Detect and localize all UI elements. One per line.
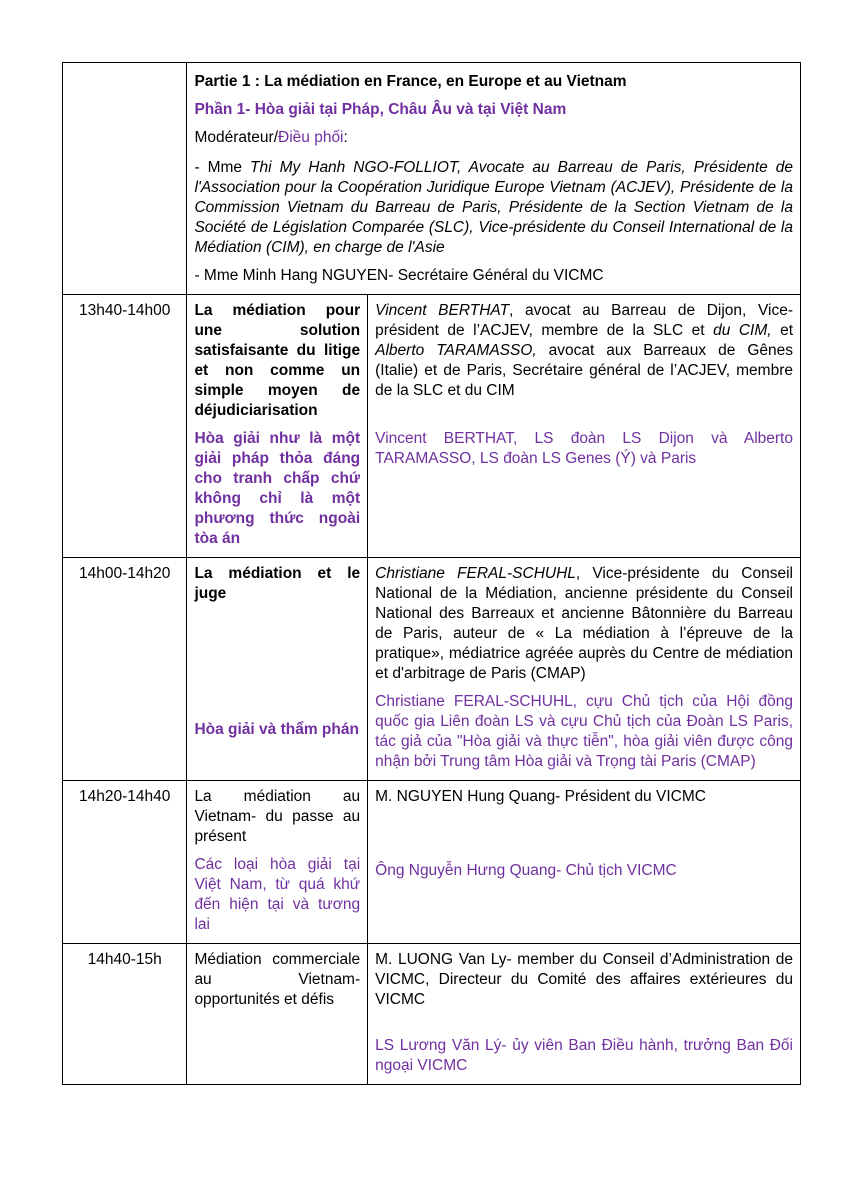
session-topic-vn: Hòa giải và thẩm phán — [194, 721, 359, 738]
session-topic-fr: Médiation commerciale au Vietnam- opportunités et défis — [194, 951, 361, 1008]
speaker-role: , avocat au Barreau de Dijon, Vice-président de l’ACJEV, membre de la SLC et — [375, 302, 793, 339]
moderator-2: - Mme Minh Hang NGUYEN- Secrétaire Général du VICMC — [194, 267, 604, 284]
part-header-cell — [187, 63, 801, 295]
session-speaker-cell — [368, 295, 801, 558]
session-topic-vn: Hòa giải như là một giải pháp thỏa đáng cho tranh chấp chứ không chỉ là một phương thức ngoài tòa án — [194, 430, 361, 547]
agenda-page — [62, 62, 801, 1085]
session-speaker-vn: Ông Nguyễn Hưng Quang- Chủ tịch VICMC — [375, 862, 677, 879]
session-time: 14h20-14h40 — [63, 781, 187, 944]
session-topic-cell — [187, 558, 368, 781]
table-row — [63, 558, 801, 781]
session-speaker-vn: Vincent BERTHAT, LS đoàn LS Dijon và Alberto TARAMASSO, LS đoàn LS Genes (Ý) và Paris — [375, 430, 793, 467]
session-topic-cell — [187, 944, 368, 1085]
session-speaker-vn: Christiane FERAL-SCHUHL, cựu Chủ tịch của Hội đồng quốc gia Liên đoàn LS và cựu Chủ tịch của Đoàn LS Paris, tác giả của "Hòa giải và thực tiễn", hòa giải viên được công nhận bởi Trung tâm Hòa giải và Trọng tài Paris (CMAP) — [375, 693, 793, 770]
session-topic-fr: La médiation et le juge — [194, 565, 361, 602]
moderator-1-prefix: - Mme — [194, 159, 251, 176]
session-speaker-fr — [375, 564, 793, 684]
session-topic-vn: Các loại hòa giải tại Việt Nam, từ quá khứ đến hiện tại và tương lai — [194, 856, 361, 933]
speaker-role-italic: du CIM, — [713, 322, 772, 339]
speaker-role: , Vice-présidente du Conseil National de la Médiation, ancienne présidente du Conseil National des Barreaux et ancienne Bâtonnière du Barreau de Paris, auteur de « La médiation à l’épreuve de la pratique», médiatrice agréée auprès du Centre de médiation et d'arbitrage de Paris (CMAP) — [375, 565, 793, 682]
session-time: 13h40-14h00 — [63, 295, 187, 558]
session-speaker-fr: M. NGUYEN Hung Quang- Président du VICMC — [375, 788, 706, 805]
moderator-colon: : — [343, 129, 348, 146]
speaker-conj: et — [771, 322, 794, 339]
moderator-label-fr: Modérateur/ — [194, 129, 279, 146]
moderator-label-vn: Điều phối — [278, 129, 344, 146]
moderator-1-text: Thi My Hanh NGO-FOLLIOT, Avocate au Barreau de Paris, Présidente de l'Association pour la Coopération Juridique Europe Vietnam (ACJEV), Présidente de la Commission Vietnam du Barreau de Paris, Présidente de la Section Vietnam de la Société de Législation Comparée (SLC), Vice-présidente du Conseil International de la Médiation (CIM), en charge de l'Asie — [194, 159, 793, 256]
session-speaker-fr — [375, 301, 793, 401]
agenda-table — [62, 62, 801, 1085]
session-topic-cell — [187, 781, 368, 944]
empty-time-cell — [63, 63, 187, 295]
moderator-label — [194, 128, 793, 148]
part-title: Partie 1 : La médiation en France, en Europe et au Vietnam — [194, 73, 627, 90]
speaker-name-2: Alberto TARAMASSO, — [375, 342, 537, 359]
session-speaker-cell — [368, 944, 801, 1085]
session-time: 14h00-14h20 — [63, 558, 187, 781]
moderator-1 — [194, 158, 793, 258]
session-speaker-cell — [368, 781, 801, 944]
speaker-name: Christiane FERAL-SCHUHL — [375, 565, 576, 582]
part-title-vn: Phần 1- Hòa giải tại Pháp, Châu Âu và tại Việt Nam — [194, 101, 567, 118]
session-topic-fr: La médiation pour une solution satisfaisante du litige et non comme un simple moyen de déjudiciarisation — [194, 302, 361, 419]
speaker-role-2: avocat aux Barreaux de Gênes (Italie) et de Paris, Secrétaire général de l’ACJEV, membre de la SLC et du CIM — [375, 342, 793, 399]
table-row — [63, 781, 801, 944]
session-speaker-cell — [368, 558, 801, 781]
table-row — [63, 944, 801, 1085]
session-speaker-vn: LS Lương Văn Lý- ủy viên Ban Điều hành, trưởng Ban Đối ngoại VICMC — [375, 1037, 793, 1074]
session-speaker-fr: M. LUONG Van Ly- member du Conseil d’Administration de VICMC, Directeur du Comité des affaires extérieures du VICMC — [375, 951, 793, 1008]
session-time: 14h40-15h — [63, 944, 187, 1085]
session-topic-fr: La médiation au Vietnam- du passe au présent — [194, 788, 361, 845]
table-row — [63, 295, 801, 558]
speaker-name: Vincent BERTHAT — [375, 302, 510, 319]
table-row-header — [63, 63, 801, 295]
session-topic-cell — [187, 295, 368, 558]
